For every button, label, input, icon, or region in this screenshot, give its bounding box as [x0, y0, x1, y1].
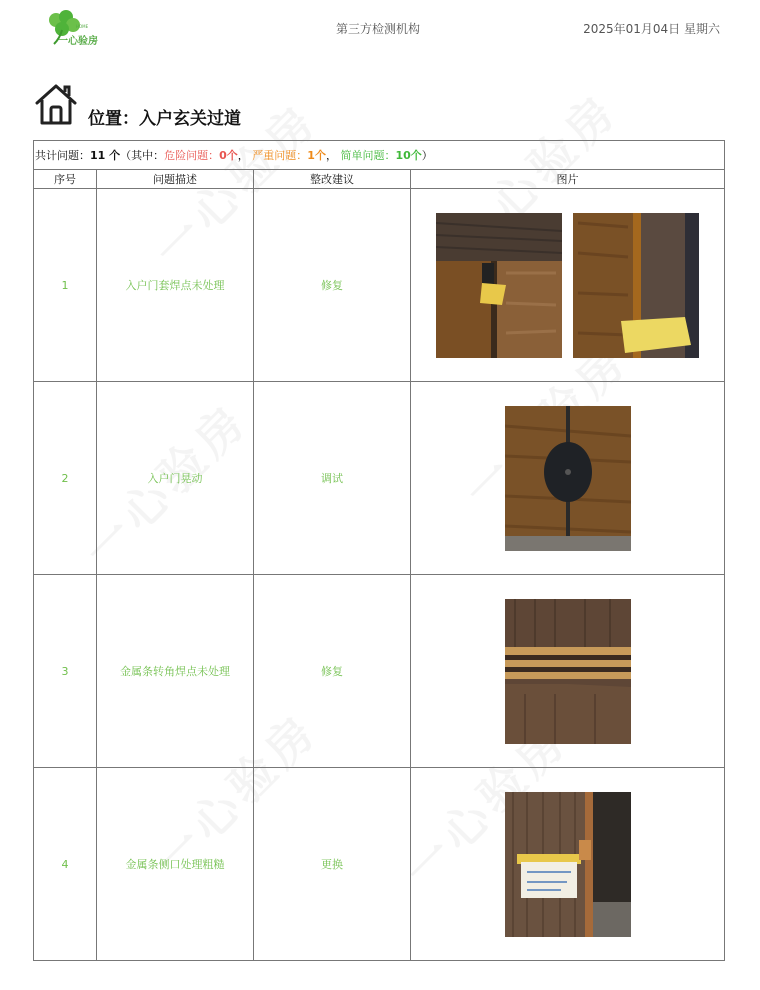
page-header	[0, 0, 760, 60]
danger-label: 危险问题：	[164, 149, 220, 162]
row-description: 金属条侧口处理粗糙	[97, 768, 254, 961]
simple-count: 10个	[395, 149, 422, 162]
summary-prefix: 共计问题：	[35, 149, 90, 162]
issue-photo[interactable]	[505, 406, 631, 551]
report-date: 2025年01月04日 星期六	[583, 22, 720, 36]
table-row	[34, 382, 725, 575]
logo-sub-text: HOME	[76, 24, 89, 29]
row-suggestion: 调试	[254, 382, 411, 575]
summary-total: 11 个	[90, 149, 121, 162]
row-suggestion: 更换	[254, 768, 411, 961]
issue-photo[interactable]	[505, 599, 631, 744]
row-index: 4	[34, 768, 97, 961]
row-description: 入户门套焊点未处理	[97, 189, 254, 382]
row-description: 入户门晃动	[97, 382, 254, 575]
column-header-suggestion: 整改建议	[254, 170, 411, 189]
summary-row	[34, 141, 725, 170]
row-photos	[411, 382, 725, 575]
row-photos	[411, 768, 725, 961]
table-row	[34, 189, 725, 382]
serious-label: 严重问题：	[252, 149, 308, 162]
simple-label: 简单问题：	[340, 149, 396, 162]
location-heading	[34, 82, 434, 129]
row-description: 金属条转角焊点未处理	[97, 575, 254, 768]
summary-cell	[34, 141, 725, 170]
summary-close: ）	[421, 149, 433, 162]
issue-photo[interactable]	[436, 213, 562, 358]
serious-count: 1个	[307, 149, 326, 162]
danger-count: 0个	[219, 149, 238, 162]
issues-table	[33, 140, 725, 961]
row-suggestion: 修复	[254, 575, 411, 768]
column-header-index: 序号	[34, 170, 97, 189]
location-title: 位置：入户玄关过道	[88, 109, 241, 129]
summary-separator: ，	[325, 149, 337, 162]
column-header-photo: 图片	[411, 170, 725, 189]
house-icon	[34, 82, 78, 126]
summary-separator: ，	[237, 149, 249, 162]
row-index: 2	[34, 382, 97, 575]
table-row	[34, 768, 725, 961]
row-index: 3	[34, 575, 97, 768]
row-suggestion: 修复	[254, 189, 411, 382]
table-row	[34, 575, 725, 768]
logo-text: 一心验房	[58, 36, 98, 47]
row-photos	[411, 575, 725, 768]
column-header-description: 问题描述	[97, 170, 254, 189]
table-header-row	[34, 170, 725, 189]
row-index: 1	[34, 189, 97, 382]
row-photos	[411, 189, 725, 382]
org-type-label: 第三方检测机构	[336, 22, 421, 36]
issue-photo[interactable]	[505, 792, 631, 937]
summary-open: （其中：	[120, 149, 165, 162]
issue-photo[interactable]	[573, 213, 699, 358]
